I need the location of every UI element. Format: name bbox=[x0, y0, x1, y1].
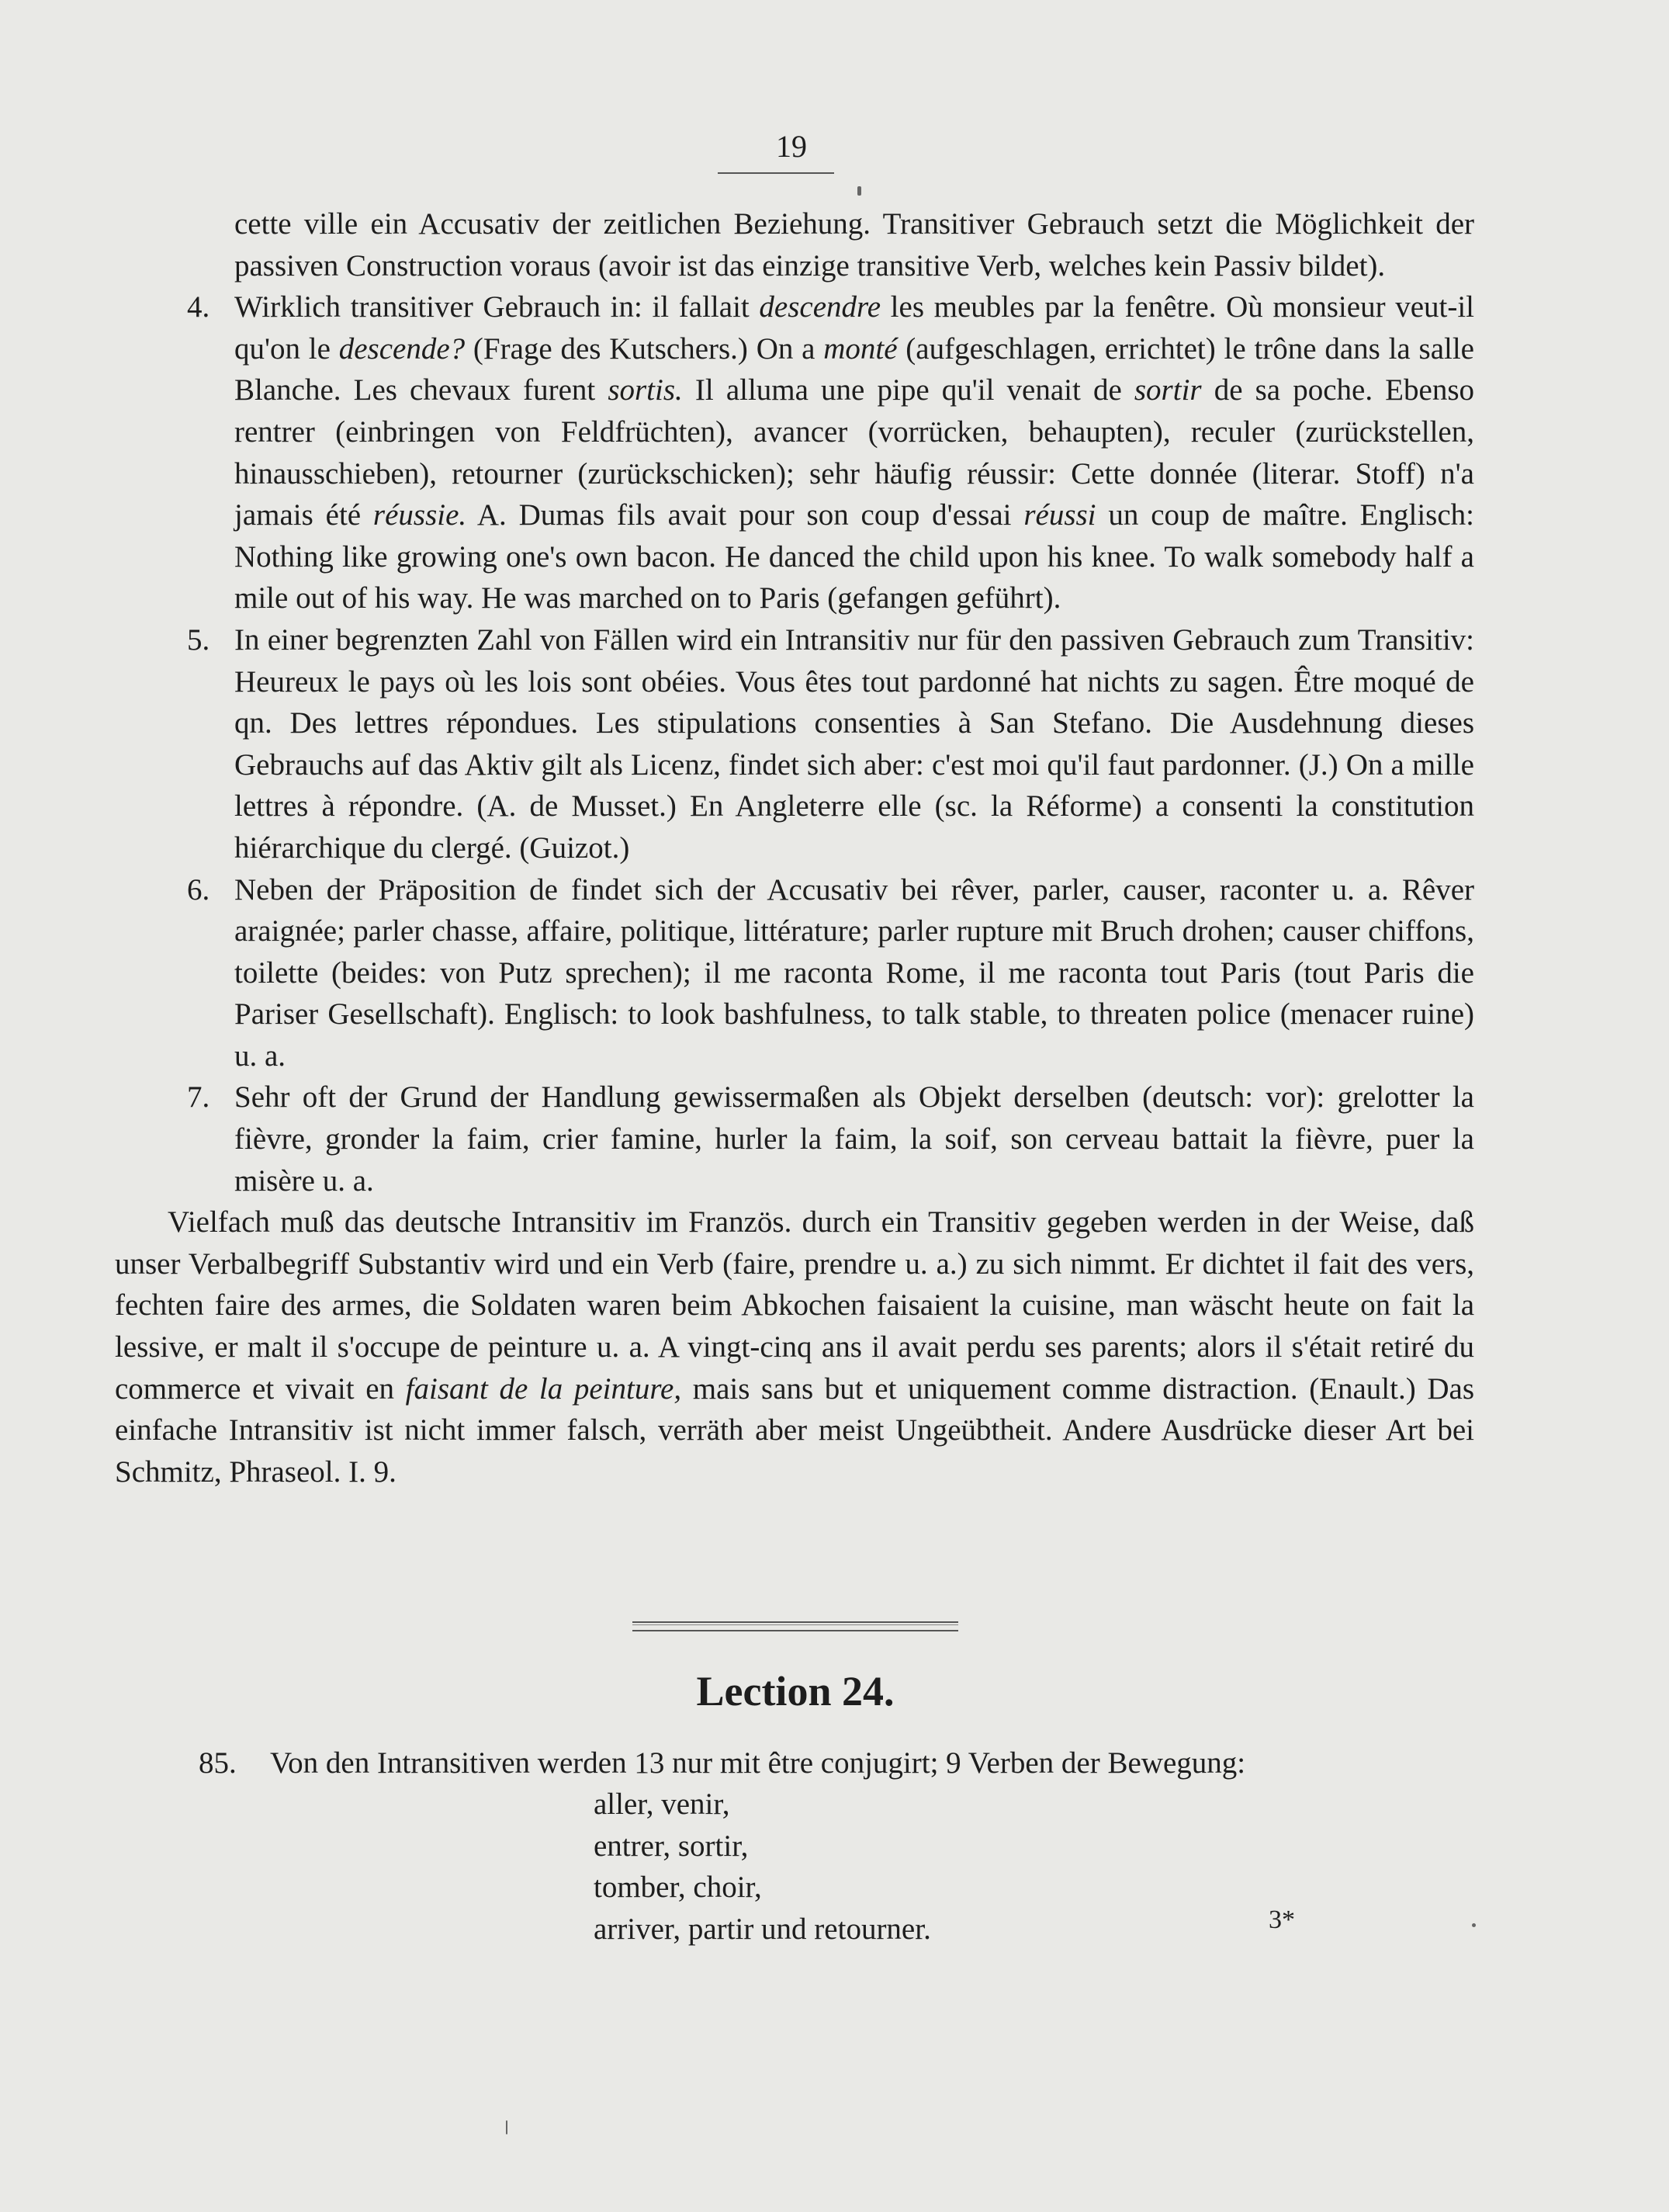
body-text bbox=[115, 203, 1474, 1493]
paragraph-text: cette ville ein Accusativ der zeitlichen Beziehung. Transitiver Gebrauch setzt die Möglichkeit der passiven Construction voraus (avoir ist das einzige transitive Verb, welches kein Passiv bildet). bbox=[234, 207, 1474, 283]
paragraph-text: (aufgeschlagen, errichtet) le trône dans la salle Blanche. Les chevaux furent bbox=[234, 331, 1474, 407]
verb-line: aller, venir, bbox=[594, 1787, 730, 1821]
rule-text: Von den Intransitiven werden 13 nur mit être conjugirt; 9 Verben der Bewegung: bbox=[270, 1746, 1246, 1780]
italic-term: sortis. bbox=[608, 373, 683, 407]
continued-paragraph bbox=[115, 203, 1474, 286]
list-item-4 bbox=[115, 286, 1474, 619]
section-divider-inner bbox=[632, 1624, 958, 1625]
italic-term: monté bbox=[823, 331, 898, 366]
paragraph-text: (Frage des Kutschers.) On a bbox=[465, 331, 824, 366]
paragraph-text: les meubles par la fenêtre. Où monsieur veut-il qu'on le bbox=[234, 290, 1475, 366]
section-divider bbox=[632, 1621, 958, 1631]
rule-number: 85. bbox=[199, 1746, 237, 1780]
paragraph-text: Sehr oft der Grund der Handlung gewissermaßen als Objekt derselben (deutsch: vor): grelotter la fièvre, gronder la faim, crier famine, hurler la faim, la soif, son cerveau battait la fièvre, puer la misère u. a. bbox=[234, 1080, 1474, 1198]
paragraph-text: Neben der Präposition de findet sich der Accusativ bei rêver, parler, causer, raconter u. a. Rêver araignée; parler chasse, affaire, politique, littérature; parler rupture mit Bruch drohen; causer chiffons, toilette (beides: von Putz sprechen); il me raconta Rome, il me raconta tout Paris (tout Paris die Pariser Gesellschaft). Englisch: to look bashfulness, to talk stable, to threaten police (menacer ruine) u. a. bbox=[234, 872, 1474, 1073]
verb-list bbox=[594, 1784, 931, 1950]
print-speck bbox=[506, 2120, 507, 2134]
verb-line: tomber, choir, bbox=[594, 1870, 762, 1905]
italic-term: faisant de la peinture, bbox=[405, 1371, 682, 1406]
italic-term: réussi bbox=[1023, 498, 1096, 532]
paragraph-text: Wirklich transitiver Gebrauch in: il fallait bbox=[234, 290, 760, 324]
print-speck bbox=[1472, 1923, 1476, 1927]
verb-line: arriver, partir und retourner. bbox=[594, 1912, 931, 1946]
verb-line: entrer, sortir, bbox=[594, 1829, 749, 1863]
list-item-5 bbox=[115, 619, 1474, 869]
italic-term: sortir bbox=[1134, 373, 1202, 407]
paragraph-text: mais sans but et uniquement comme distraction. (Enault.) Das einfache Intransitiv ist nicht immer falsch, verräth aber meist Ungeübtheit. Andere Ausdrücke dieser Art bei Schmitz, Phraseol. I. 9. bbox=[115, 1371, 1474, 1489]
item-number: 4. bbox=[187, 290, 210, 324]
italic-term: réussie. bbox=[372, 498, 467, 532]
paragraph-text: un coup de maître. Englisch: Nothing like growing one's own bacon. He danced the child upon his knee. To walk somebody half a mile out of his way. He was marched on to Paris (gefangen geführt). bbox=[234, 498, 1474, 615]
item-number: 5. bbox=[187, 622, 210, 657]
list-item-7 bbox=[115, 1077, 1474, 1201]
list-item-6 bbox=[115, 869, 1474, 1077]
paragraph-text: A. Dumas fils avait pour son coup d'essai bbox=[466, 498, 1024, 532]
page-number: 19 bbox=[776, 129, 807, 164]
paragraph-text: Vielfach muß das deutsche Intransitiv im Französ. durch ein Transitiv gegeben werden in der Weise, daß unser Verbalbegriff Substantiv wird und ein Verb (faire, prendre u. a.) zu sich nimmt. Er dichtet il fait des vers, fechten faire des armes, die Soldaten waren beim Abkochen faisaient la cuisine, man wäscht heute on fait la lessive, er malt il s'occupe de peinture u. a. A vingt-cinq ans il avait perdu ses parents; alors il s'était retiré du commerce et vivait en bbox=[115, 1205, 1474, 1406]
signature-mark: 3* bbox=[1269, 1905, 1295, 1934]
paragraph-text: In einer begrenzten Zahl von Fällen wird ein Intransitiv nur für den passiven Gebrauch zum Transitiv: Heureux le pays où les lois sont obéies. Vous êtes tout pardonné hat nichts zu sagen. Être moqué de qn. Des lettres répondues. Les stipulations consenties à San Stefano. Die Ausdehnung dieses Gebrauchs auf das Aktiv gilt als Licenz, findet sich aber: c'est moi qu'il faut pardonner. (J.) On a mille lettres à répondre. (A. de Musset.) En Angleterre elle (sc. la Réforme) a consenti la constitution hiérarchique du clergé. (Guizot.) bbox=[234, 622, 1474, 865]
paragraph-text: Il alluma une pipe qu'il venait de bbox=[682, 373, 1134, 407]
italic-term: descende? bbox=[338, 331, 466, 366]
item-number: 6. bbox=[187, 872, 210, 907]
italic-term: descendre bbox=[759, 290, 881, 324]
lesson-heading: Lection 24. bbox=[696, 1668, 895, 1714]
print-speck bbox=[857, 186, 861, 196]
paragraph-text: de sa poche. Ebenso rentrer (einbringen von Feldfrüchten), avancer (vorrücken, behaupten), reculer (zurückstellen, hinausschieben), retourner (zurückschicken); sehr häufig réussir: Cette donnée (literar. Stoff) n'a jamais été bbox=[234, 373, 1474, 532]
closing-paragraph bbox=[115, 1201, 1474, 1493]
item-number: 7. bbox=[187, 1080, 210, 1115]
page-number-rule bbox=[718, 172, 834, 174]
